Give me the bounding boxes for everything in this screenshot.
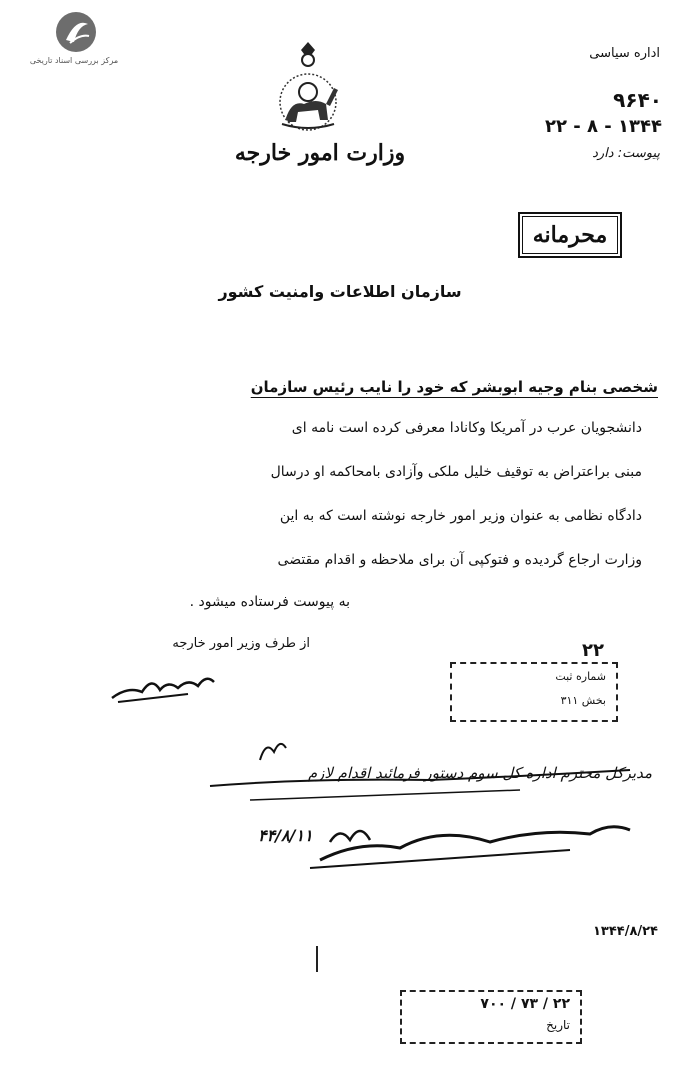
registry-stamp bbox=[400, 990, 582, 1044]
logo-icon bbox=[56, 12, 96, 52]
receipt-stamp-line: شماره ثبت bbox=[555, 670, 606, 683]
handwritten-note bbox=[190, 730, 660, 890]
handwritten-note-line: مدیرکل محترم اداره کل سوم دستور فرمائید اقدام لازم bbox=[307, 764, 652, 782]
registry-stamp-number: ۲۲ / ۷۳ / ۷۰۰ bbox=[480, 996, 570, 1012]
receipt-stamp-line: بخش ۳۱۱ bbox=[560, 694, 606, 707]
body-line: مبنی براعتراض به توقیف خلیل ملکی وآزادی بامحاکمه او درسال bbox=[270, 464, 642, 480]
reference-date: ۱۳۴۴ - ۸ - ۲۲ bbox=[545, 116, 662, 137]
reference-block bbox=[470, 28, 690, 161]
archive-logo bbox=[14, 12, 124, 72]
signature-label: از طرف وزیر امور خارجه bbox=[172, 636, 310, 651]
lion-and-sun-emblem-icon bbox=[268, 40, 348, 135]
reference-enclosure: پیوست: دارد bbox=[592, 146, 660, 161]
ministry-title: وزارت امور خارجه bbox=[234, 140, 406, 166]
reference-department: اداره سیاسی bbox=[589, 46, 660, 61]
bottom-date: ۱۳۴۴/۸/۲۴ bbox=[592, 924, 658, 939]
body-line: به پیوست فرستاده میشود . bbox=[189, 594, 350, 610]
recipient: سازمان اطلاعات وامنیت کشور bbox=[218, 282, 462, 301]
watermark-text: مرکز بررسی اسناد تاریخی bbox=[29, 56, 119, 65]
receipt-stamp bbox=[450, 642, 616, 722]
registry-stamp-label: تاریخ bbox=[546, 1018, 570, 1032]
subject-line: شخصی بنام وجیه ابوبشر که خود را نایب رئیس سازمان bbox=[250, 378, 658, 396]
body-line: دادگاه نظامی به عنوان وزیر امور خارجه نوشته است که به این bbox=[279, 508, 642, 524]
receipt-number: ۲۲ bbox=[582, 640, 604, 661]
body-line: وزارت ارجاع گردیده و فتوکپی آن برای ملاحظه و اقدام مقتضی bbox=[277, 552, 642, 568]
signature bbox=[108, 668, 218, 704]
classification-stamp: محرمانه bbox=[518, 212, 622, 258]
tick-mark bbox=[314, 946, 320, 974]
body-line: دانشجویان عرب در آمریکا وکانادا معرفی کرده است نامه ای bbox=[291, 420, 642, 436]
reference-number: ۹۶۴۰ bbox=[613, 88, 662, 112]
handwritten-note-date: ۴۴/۸/۱۱ bbox=[258, 826, 313, 845]
